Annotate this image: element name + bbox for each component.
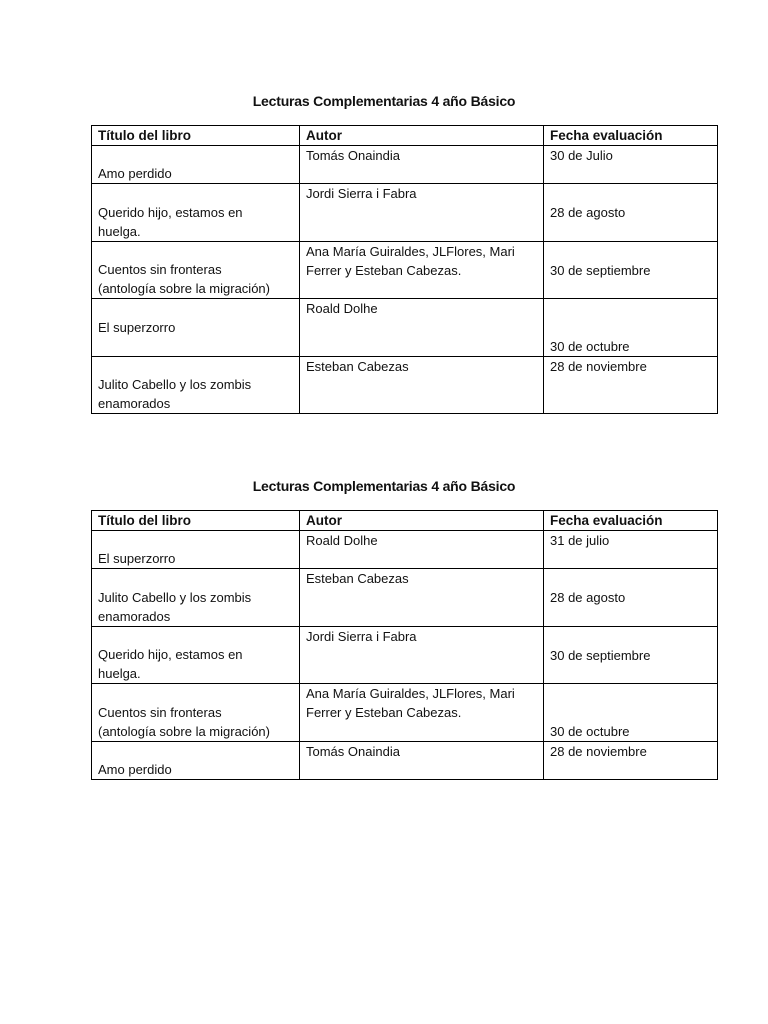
book-title-cell	[92, 684, 300, 742]
reading-table	[91, 510, 718, 780]
book-title-line: huelga.	[98, 224, 141, 239]
date-cell	[544, 684, 718, 742]
date-cell	[544, 299, 718, 357]
table-header-row	[92, 126, 718, 146]
column-header-title: Título del libro	[92, 511, 300, 531]
author-line: Ana María Guiraldes, JLFlores, Mari	[306, 244, 515, 259]
book-title-line: enamorados	[98, 396, 171, 411]
column-header-author: Autor	[300, 126, 544, 146]
book-title-line: huelga.	[98, 666, 141, 681]
page-title: Lecturas Complementarias 4 año Básico	[252, 478, 516, 494]
author-line: Jordi Sierra i Fabra	[306, 186, 417, 201]
book-title-line: (antología sobre la migración)	[98, 281, 270, 296]
table-row	[92, 742, 718, 780]
book-title-line: Julito Cabello y los zombis	[98, 377, 252, 392]
date-cell	[544, 242, 718, 299]
date-cell	[544, 742, 718, 780]
book-title-line: Cuentos sin fronteras	[98, 705, 222, 720]
author-line: Jordi Sierra i Fabra	[306, 629, 417, 644]
table-row	[92, 242, 718, 299]
date-cell	[544, 146, 718, 184]
evaluation-date: 28 de agosto	[550, 205, 626, 220]
evaluation-date: 30 de septiembre	[550, 262, 651, 278]
author-line: Roald Dolhe	[306, 533, 378, 548]
evaluation-date: 28 de agosto	[550, 590, 626, 605]
table-row	[92, 627, 718, 684]
book-title-line: El superzorro	[98, 320, 176, 335]
table-header-row	[92, 511, 718, 531]
date-cell	[544, 531, 718, 569]
author-cell	[300, 569, 544, 627]
author-cell	[300, 299, 544, 357]
author-cell	[300, 242, 544, 299]
author-cell	[300, 146, 544, 184]
author-cell	[300, 684, 544, 742]
book-title-line: enamorados	[98, 609, 171, 624]
reading-table	[91, 125, 718, 414]
book-title-cell	[92, 627, 300, 684]
column-header-date: Fecha evaluación	[544, 511, 718, 531]
table-row	[92, 531, 718, 569]
book-title-line: Amo perdido	[98, 762, 172, 777]
book-title-line: Cuentos sin fronteras	[98, 262, 222, 277]
evaluation-date: 30 de septiembre	[550, 647, 651, 663]
evaluation-date: 28 de noviembre	[550, 359, 647, 374]
book-title-line: Amo perdido	[98, 166, 172, 181]
table-row	[92, 569, 718, 627]
evaluation-date: 30 de Julio	[550, 148, 613, 163]
author-cell	[300, 184, 544, 242]
evaluation-date: 31 de julio	[550, 533, 610, 548]
book-title-cell	[92, 184, 300, 242]
author-cell	[300, 531, 544, 569]
author-line: Tomás Onaindia	[306, 148, 400, 163]
book-title-cell	[92, 569, 300, 627]
book-title-line: Julito Cabello y los zombis	[98, 590, 252, 605]
date-cell	[544, 627, 718, 684]
book-title-cell	[92, 531, 300, 569]
book-title-line: El superzorro	[98, 551, 176, 566]
page-title: Lecturas Complementarias 4 año Básico	[252, 93, 516, 109]
column-header-date: Fecha evaluación	[544, 126, 718, 146]
author-line: Esteban Cabezas	[306, 359, 409, 374]
book-title-line: (antología sobre la migración)	[98, 724, 270, 739]
column-header-author: Autor	[300, 511, 544, 531]
date-cell	[544, 184, 718, 242]
table-row	[92, 684, 718, 742]
author-cell	[300, 742, 544, 780]
book-title-cell	[92, 299, 300, 357]
evaluation-date: 30 de octubre	[550, 339, 630, 354]
evaluation-date: 30 de octubre	[550, 724, 630, 739]
book-title-line: Querido hijo, estamos en	[98, 205, 243, 220]
book-title-cell	[92, 242, 300, 299]
table-row	[92, 357, 718, 414]
book-title-cell	[92, 146, 300, 184]
evaluation-date: 28 de noviembre	[550, 744, 647, 759]
book-title-line: Querido hijo, estamos en	[98, 647, 243, 662]
author-cell	[300, 627, 544, 684]
table-row	[92, 146, 718, 184]
column-header-title: Título del libro	[92, 126, 300, 146]
author-line: Ana María Guiraldes, JLFlores, Mari	[306, 686, 515, 701]
date-cell	[544, 357, 718, 414]
author-cell	[300, 357, 544, 414]
date-cell	[544, 569, 718, 627]
book-title-cell	[92, 742, 300, 780]
author-line: Ferrer y Esteban Cabezas.	[306, 705, 462, 720]
author-line: Esteban Cabezas	[306, 571, 409, 586]
table-row	[92, 184, 718, 242]
author-line: Tomás Onaindia	[306, 744, 400, 759]
author-line: Ferrer y Esteban Cabezas.	[306, 263, 462, 278]
book-title-cell	[92, 357, 300, 414]
author-line: Roald Dolhe	[306, 301, 378, 316]
table-row	[92, 299, 718, 357]
